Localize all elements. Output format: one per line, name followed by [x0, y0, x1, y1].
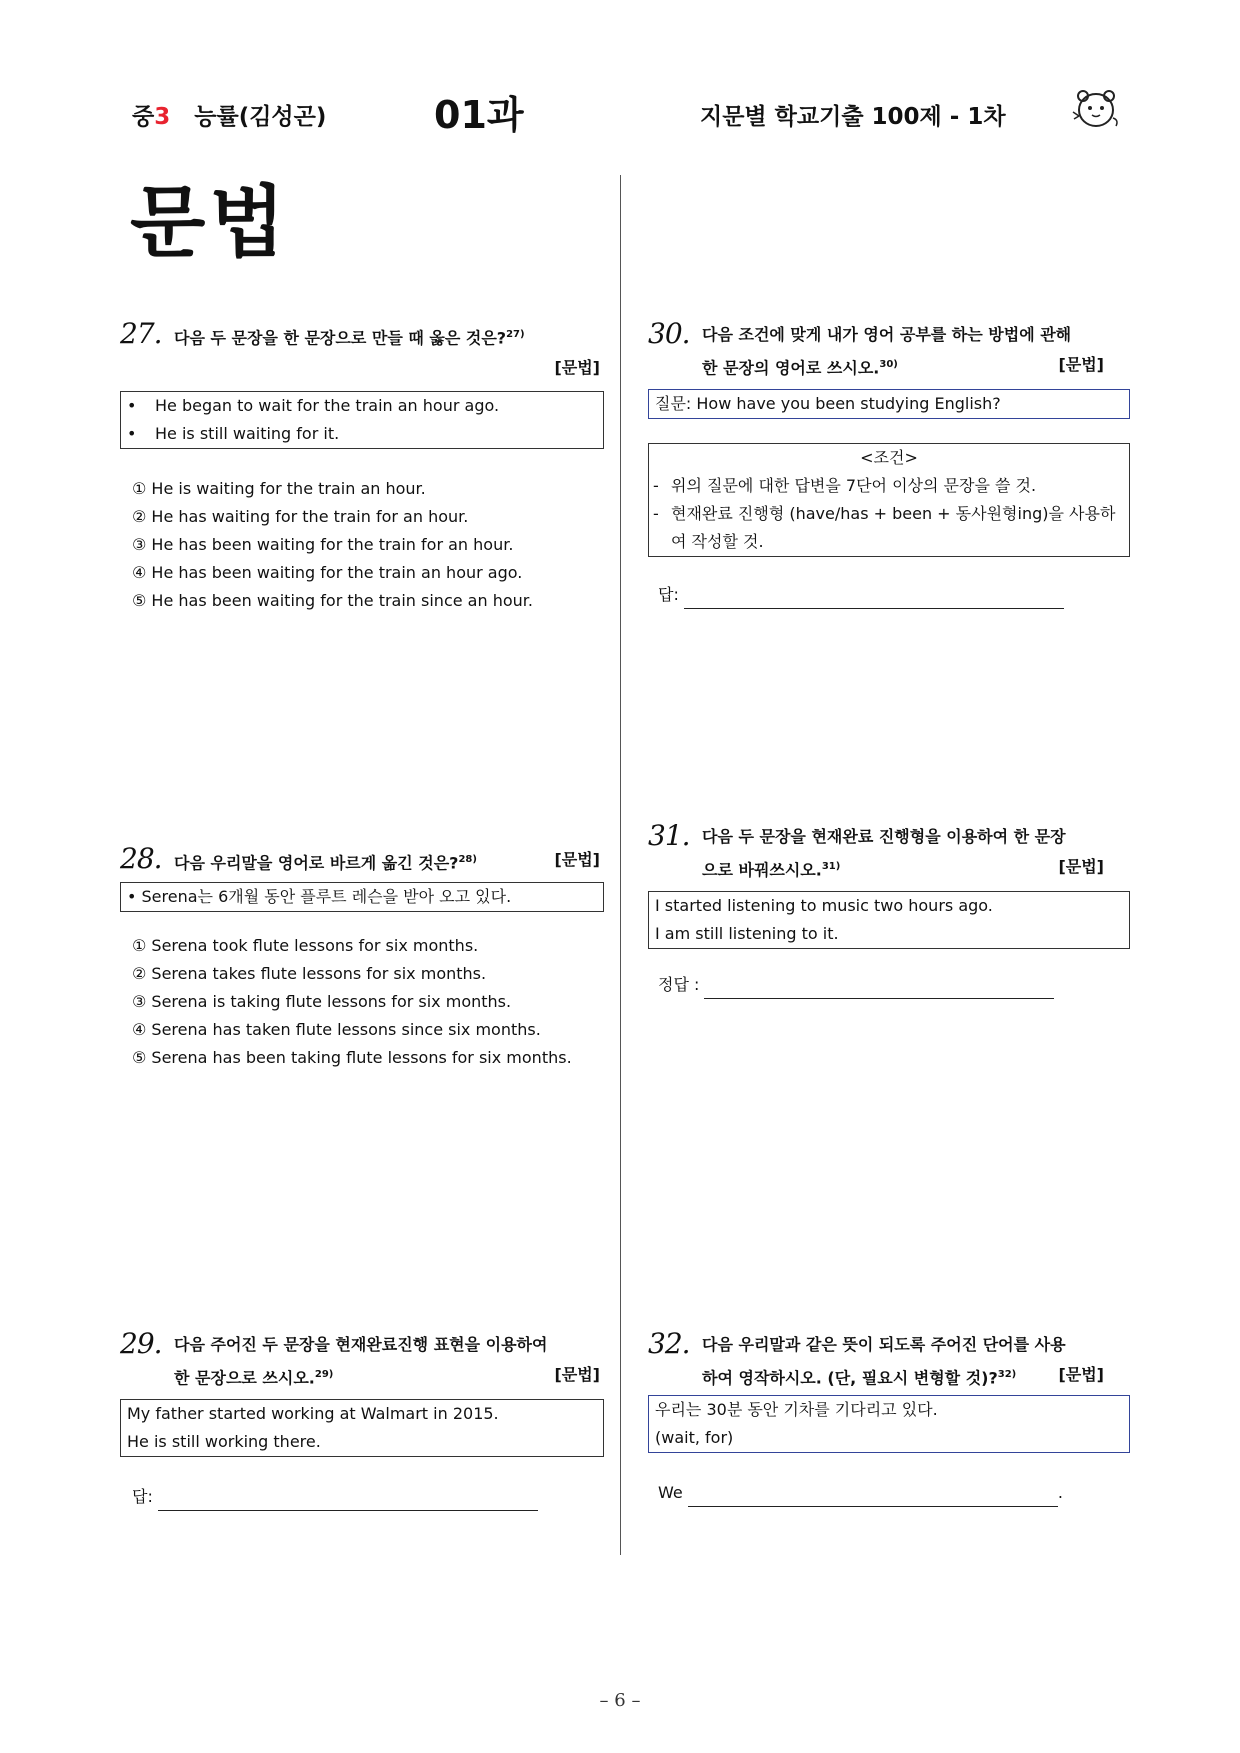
conditions-box	[648, 443, 1130, 557]
conditions-title: <조건>	[860, 448, 918, 468]
answer-area	[648, 1479, 1128, 1507]
option-1[interactable]: ① Serena took flute lessons for six months.	[132, 936, 479, 956]
textbook-name: 능률(김성곤)	[194, 104, 327, 130]
footnote-ref: 31)	[821, 861, 841, 872]
option-4[interactable]: ④ He has been waiting for the train an hour ago.	[132, 563, 523, 583]
footnote-ref: 28)	[458, 854, 477, 865]
dash-icon: -	[653, 476, 659, 496]
category-tag: [문법]	[1058, 355, 1104, 374]
prompt-question-box: 질문: How have you been studying English?	[648, 389, 1130, 419]
korean-sentence-box	[648, 1395, 1130, 1453]
korean-sentence-box: • Serena는 6개월 동안 플루트 레슨을 받아 오고 있다.	[120, 882, 604, 912]
category-tag: [문법]	[554, 850, 600, 869]
grade-number: 3	[154, 104, 171, 130]
question-text-line2: 한 문장의 영어로 쓰시오.	[702, 358, 880, 378]
answer-label: 답:	[132, 1487, 153, 1507]
question-28	[120, 842, 600, 1072]
question-30	[648, 317, 1128, 609]
page-number: – 6 –	[599, 1690, 641, 1711]
question-text-line1: 다음 주어진 두 문장을 현재완료진행 표현을 이용하여	[174, 1335, 548, 1354]
answer-period: .	[1057, 1483, 1063, 1503]
question-text-line1: 다음 우리말과 같은 뜻이 되도록 주어진 단어를 사용	[702, 1335, 1066, 1354]
answer-label: 답:	[658, 585, 679, 605]
answer-options	[120, 475, 600, 615]
option-4[interactable]: ④ Serena has taken flute lessons since six months.	[132, 1020, 541, 1040]
grade-label	[132, 98, 326, 131]
answer-area	[648, 581, 1128, 609]
dash-icon: -	[653, 504, 659, 524]
option-2[interactable]: ② Serena takes flute lessons for six months.	[132, 964, 487, 984]
given-sentence: My father started working at Walmart in 2015.	[127, 1404, 499, 1424]
given-sentences-box	[120, 1399, 604, 1457]
option-5[interactable]: ⑤ Serena has been taking flute lessons for six months.	[132, 1048, 572, 1068]
question-31	[648, 819, 1128, 999]
footnote-ref: 32)	[997, 1369, 1017, 1380]
question-number: 29.	[120, 1327, 162, 1360]
given-sentence: I am still listening to it.	[655, 924, 839, 944]
question-32	[648, 1327, 1128, 1507]
option-3[interactable]: ③ He has been waiting for the train for an hour.	[132, 535, 514, 555]
lesson-number: 01과	[434, 93, 524, 137]
series-title: 지문별 학교기출 100제 - 1차	[700, 104, 1006, 130]
answer-blank[interactable]	[684, 588, 1064, 609]
question-number: 31.	[648, 819, 690, 852]
condition-item: 현재완료 진행형 (have/has + been + 동사원형ing)을 사용하여 작성할 것.	[671, 504, 1116, 552]
question-text-line1: 다음 두 문장을 현재완료 진행형을 이용하여 한 문장	[702, 827, 1066, 846]
answer-options	[120, 932, 600, 1072]
given-sentences-box	[120, 391, 604, 449]
bullet-icon: •	[127, 396, 137, 416]
given-sentences-box	[648, 891, 1130, 949]
grade-prefix: 중	[132, 104, 155, 130]
korean-sentence: 우리는 30분 동안 기차를 기다리고 있다.	[655, 1400, 938, 1420]
question-number: 27.	[120, 317, 162, 350]
question-text-line1: 다음 조건에 맞게 내가 영어 공부를 하는 방법에 관해	[702, 325, 1072, 344]
question-text-line2: 한 문장으로 쓰시오.	[174, 1368, 315, 1388]
condition-item: 위의 질문에 대한 답변을 7단어 이상의 문장을 쓸 것.	[671, 476, 1037, 496]
given-sentence: I started listening to music two hours ago.	[655, 896, 993, 916]
answer-label: We	[658, 1483, 683, 1503]
question-text: 다음 두 문장을 한 문장으로 만들 때 옳은 것은?	[174, 328, 507, 348]
bear-mascot-icon	[1070, 86, 1122, 134]
question-27	[120, 317, 600, 615]
option-3[interactable]: ③ Serena is taking flute lessons for six months.	[132, 992, 512, 1012]
category-tag: [문법]	[1058, 1365, 1104, 1384]
question-text-line2: 으로 바꿔쓰시오.	[702, 860, 822, 880]
category-tag: [문법]	[554, 358, 600, 378]
answer-blank[interactable]	[688, 1486, 1058, 1507]
answer-label: 정답 :	[658, 975, 700, 995]
question-text: 다음 우리말을 영어로 바르게 옮긴 것은?	[174, 853, 459, 873]
column-divider	[620, 175, 621, 1555]
given-sentence: He is still waiting for it.	[155, 424, 340, 444]
category-tag: [문법]	[554, 1365, 600, 1384]
answer-area	[648, 971, 1128, 999]
answer-blank[interactable]	[158, 1490, 538, 1511]
question-number: 28.	[120, 842, 162, 875]
given-sentence: He is still working there.	[127, 1432, 321, 1452]
given-sentence: He began to wait for the train an hour ago.	[155, 396, 500, 416]
bullet-icon: •	[127, 424, 137, 444]
question-text-line2: 하여 영작하시오. (단, 필요시 변형할 것)?	[702, 1368, 998, 1388]
question-29	[120, 1327, 600, 1511]
footnote-ref: 29)	[314, 1369, 334, 1380]
option-5[interactable]: ⑤ He has been waiting for the train since an hour.	[132, 591, 533, 611]
word-hint: (wait, for)	[655, 1428, 734, 1448]
answer-area	[120, 1483, 600, 1511]
footnote-ref: 30)	[879, 359, 898, 370]
option-1[interactable]: ① He is waiting for the train an hour.	[132, 479, 426, 499]
answer-blank[interactable]	[704, 978, 1054, 999]
footnote-ref: 27)	[506, 329, 525, 340]
option-2[interactable]: ② He has waiting for the train for an hour.	[132, 507, 469, 527]
category-tag: [문법]	[1058, 857, 1104, 876]
section-title: 문법	[130, 178, 289, 268]
question-number: 32.	[648, 1327, 690, 1360]
question-number: 30.	[648, 317, 690, 350]
